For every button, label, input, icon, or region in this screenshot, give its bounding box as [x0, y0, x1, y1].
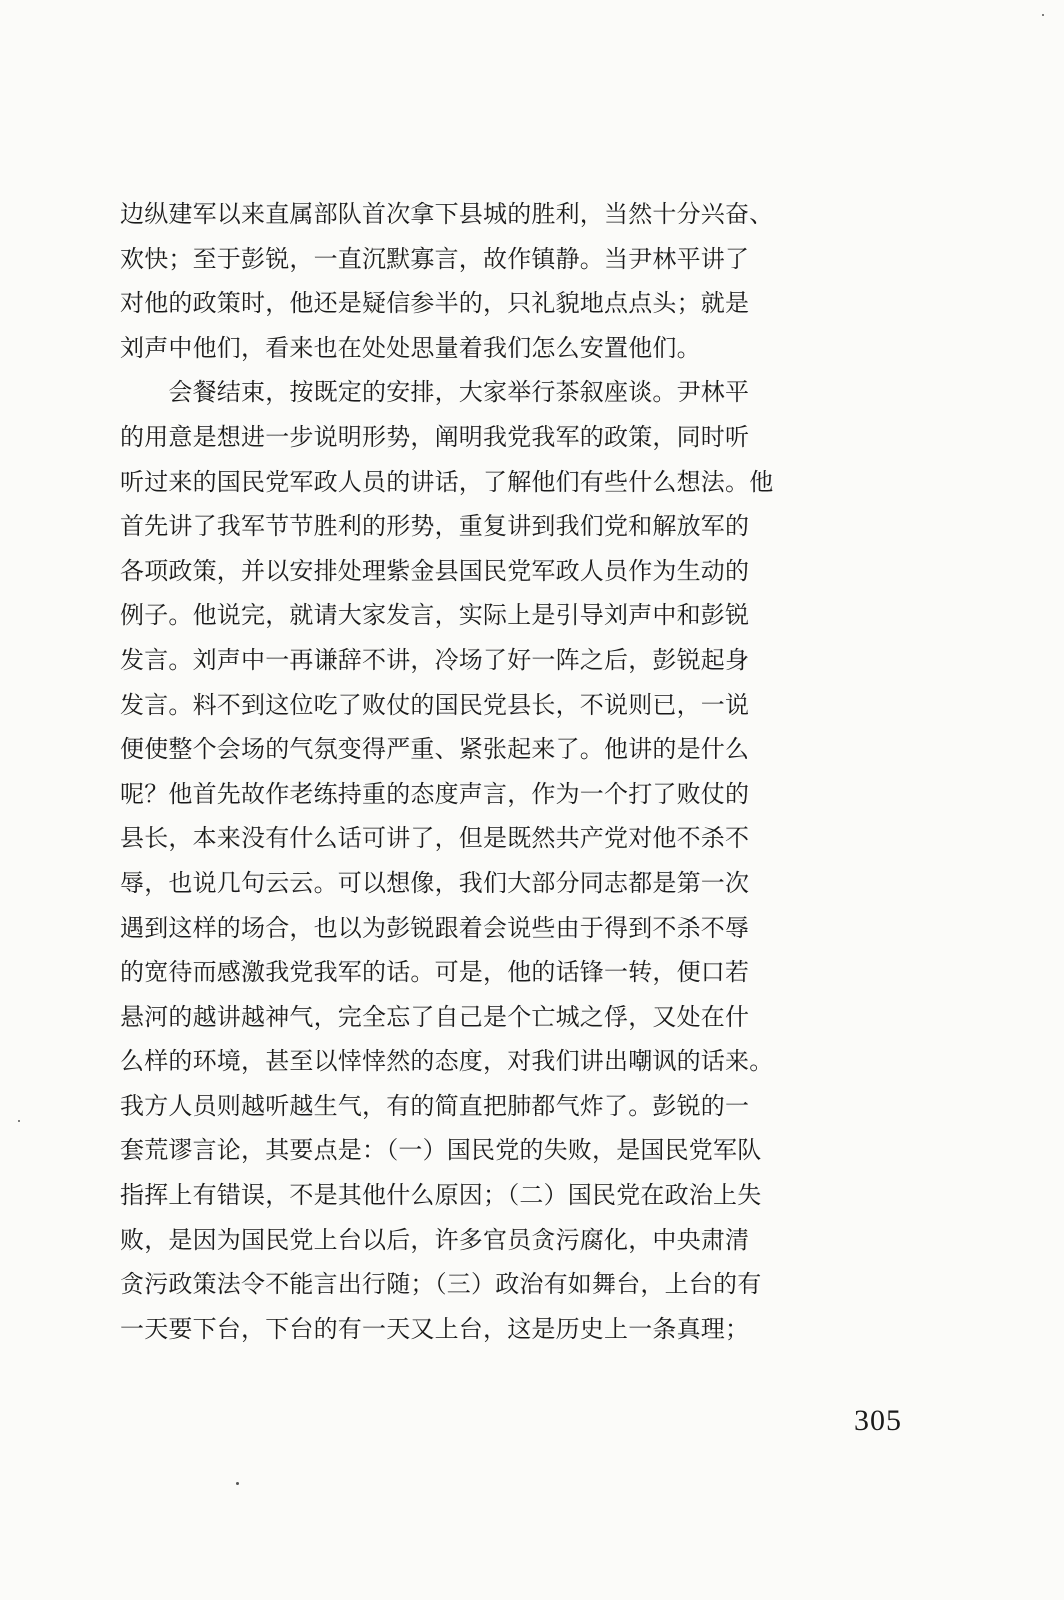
text-line: 例子。他说完，就请大家发言，实际上是引导刘声中和彭锐 — [120, 601, 750, 630]
text-line: 发言。料不到这位吃了败仗的国民党县长，不说则已，一说 — [120, 690, 750, 719]
text-line: 的宽待而感激我党我军的话。可是，他的话锋一转，便口若 — [120, 958, 750, 987]
text-line: 便使整个会场的气氛变得严重、紧张起来了。他讲的是什么 — [120, 735, 750, 764]
text-line: 会餐结束，按既定的安排，大家举行茶叙座谈。尹林平 — [120, 378, 750, 407]
text-line: 贪污政策法令不能言出行随；（三）政治有如舞台，上台的有 — [120, 1270, 762, 1299]
text-line: 听过来的国民党军政人员的讲话，了解他们有些什么想法。他 — [120, 467, 774, 496]
text-line: 呢？他首先故作老练持重的态度声言，作为一个打了败仗的 — [120, 779, 750, 808]
text-line: 么样的环境，甚至以悻悻然的态度，对我们讲出嘲讽的话来。 — [120, 1047, 774, 1076]
text-line: 辱，也说几句云云。可以想像，我们大部分同志都是第一次 — [120, 868, 750, 897]
text-line: 对他的政策时，他还是疑信参半的，只礼貌地点点头；就是 — [120, 289, 750, 318]
text-line: 县长，本来没有什么话可讲了，但是既然共产党对他不杀不 — [120, 824, 750, 853]
scan-speck — [1042, 14, 1044, 16]
text-line: 边纵建军以来直属部队首次拿下县城的胜利，当然十分兴奋、 — [120, 200, 774, 228]
scan-speck — [18, 1120, 20, 1122]
text-line: 遇到这样的场合，也以为彭锐跟着会说些由于得到不杀不辱 — [120, 913, 750, 942]
scan-speck — [236, 1482, 239, 1485]
text-line: 套荒谬言论，其要点是：（一）国民党的失败，是国民党军队 — [120, 1136, 762, 1165]
text-line: 首先讲了我军节节胜利的形势，重复讲到我们党和解放军的 — [120, 512, 750, 541]
text-line: 指挥上有错误，不是其他什么原因；（二）国民党在政治上失 — [120, 1181, 762, 1210]
text-line: 欢快；至于彭锐，一直沉默寡言，故作镇静。当尹林平讲了 — [120, 244, 750, 273]
body-text — [120, 192, 940, 1351]
text-line: 的用意是想进一步说明形势，阐明我党我军的政策，同时听 — [120, 422, 750, 451]
page-number: 305 — [854, 1404, 902, 1437]
text-line: 一天要下台，下台的有一天又上台，这是历史上一条真理； — [120, 1314, 750, 1343]
text-line: 我方人员则越听越生气，有的简直把肺都气炸了。彭锐的一 — [120, 1091, 750, 1120]
text-line: 败，是因为国民党上台以后，许多官员贪污腐化，中央肃清 — [120, 1225, 750, 1254]
text-line: 刘声中他们，看来也在处处思量着我们怎么安置他们。 — [120, 333, 701, 362]
text-line: 发言。刘声中一再谦辞不讲，冷场了好一阵之后，彭锐起身 — [120, 645, 750, 674]
text-line: 各项政策，并以安排处理紫金县国民党军政人员作为生动的 — [120, 556, 750, 585]
text-line: 悬河的越讲越神气，完全忘了自己是个亡城之俘，又处在什 — [120, 1002, 750, 1031]
